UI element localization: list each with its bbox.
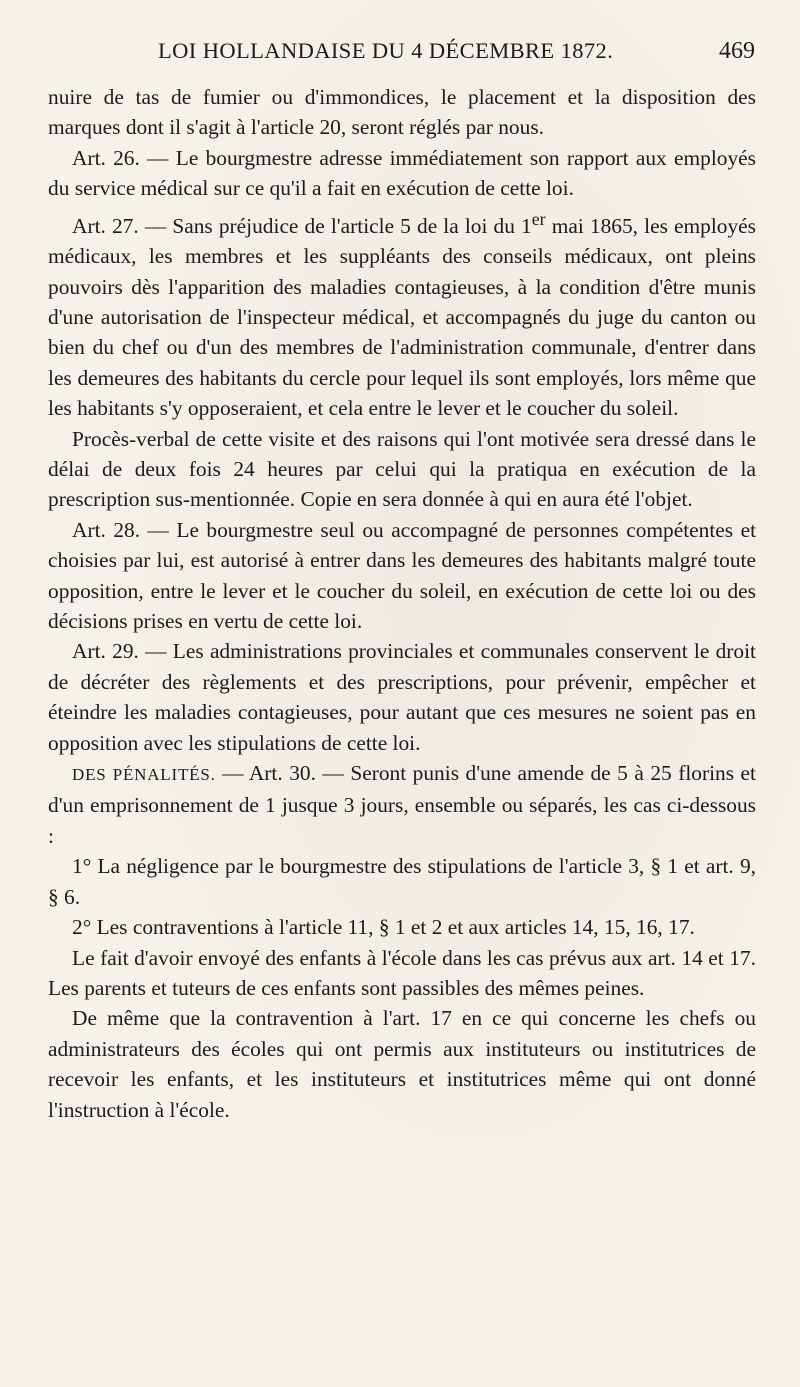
article-label: Art. 27. xyxy=(72,213,139,238)
proces-verbal-paragraph xyxy=(48,424,756,515)
article-text: mai 1865, les employés médicaux, les membres et les suppléants des conseils médicaux, ont pleins pouvoirs dès l'apparition des maladies contagieuses, à la condition d'être munis d'une autorisation de l'inspecteur médical, et accompagnés du juge du canton ou bien du chef ou d'un des membres de l'administration communale, d'entrer dans les demeures des habitants du cercle pour lequel ils sont employés, lors même que les habitants s'y opposeraient, et cela entre le lever et le coucher du soleil. xyxy=(48,213,756,421)
paragraph-text: 1° La négligence par le bourgmestre des stipulations de l'article 3, § 1 et art. 9, § 6. xyxy=(48,854,756,909)
article-label: Art. 28. xyxy=(72,517,141,542)
running-title: LOI HOLLANDAISE DU 4 DÉCEMBRE 1872. xyxy=(158,38,614,63)
penalty-item-1 xyxy=(48,851,756,912)
article-text: — Les administrations provinciales et communales conservent le droit de décréter des règlements et des prescriptions, pour prévenir, empêcher et éteindre les maladies contagieuses, pour autant que ces mesures ne soient pas en opposition avec les stipulations de cette loi. xyxy=(48,639,756,755)
article-text: — Art. 30. — Seront punis d'une amende de 5 à 25 florins et d'un emprisonnement de 1 jusque 3 jours, ensemble ou séparés, les cas ci-dessous : xyxy=(48,761,756,848)
paragraph-text: Procès-verbal de cette visite et des raisons qui l'ont motivée sera dressé dans le délai de deux fois 24 heures par celui qui la pratiqua en exécution de la prescription sus-mentionnée. Copie en sera donnée à qui en aura été l'objet. xyxy=(48,426,756,512)
paragraph-text: De même que la contravention à l'art. 17 en ce qui concerne les chefs ou administrateurs des écoles qui ont permis aux instituteurs ou institutrices de recevoir les enfants, et les instituteurs et institutrices même qui ont donné l'instruction à l'école. xyxy=(48,1006,756,1122)
superscript-er: er xyxy=(531,208,546,229)
page-header xyxy=(50,34,755,74)
page-number: 469 xyxy=(719,38,755,64)
article-29 xyxy=(48,636,756,758)
article-26 xyxy=(48,143,756,204)
article-text: — Sans préjudice de l'article 5 de la loi du 1 xyxy=(138,213,532,238)
page-body xyxy=(48,82,756,1125)
article-28 xyxy=(48,515,756,637)
paragraph-continuation xyxy=(48,82,756,143)
article-27 xyxy=(48,204,756,424)
article-text: — Le bourgmestre seul ou accompagné de personnes compétentes et choisies par lui, est autorisé à entrer dans les demeures des habitants malgré toute opposition, entre le lever et le coucher du soleil, en exécution de cette loi ou des décisions prises en vertu de cette loi. xyxy=(48,517,757,634)
article-30 xyxy=(48,758,756,851)
school-attendance-paragraph xyxy=(48,943,756,1004)
school-staff-paragraph xyxy=(48,1003,756,1125)
paragraph-text: Le fait d'avoir envoyé des enfants à l'école dans les cas prévus aux art. 14 et 17. Les parents et tuteurs de ces enfants sont passibles des mêmes peines. xyxy=(48,945,756,1000)
article-label: Art. 29. xyxy=(72,639,139,664)
paragraph-text: nuire de tas de fumier ou d'immondices, le placement et la disposition des marques dont il s'agit à l'article 20, seront réglés par nous. xyxy=(48,85,756,140)
article-text: — Le bourgmestre adresse immédiatement son rapport aux employés du service médical sur ce qu'il a fait en exécution de cette loi. xyxy=(48,145,756,201)
section-heading: DES PÉNALITÉS. xyxy=(72,765,216,785)
penalty-item-2 xyxy=(48,912,756,942)
paragraph-text: 2° Les contraventions à l'article 11, § 1 et 2 et aux articles 14, 15, 16, 17. xyxy=(72,915,695,940)
article-label: Art. 26. xyxy=(72,145,140,170)
